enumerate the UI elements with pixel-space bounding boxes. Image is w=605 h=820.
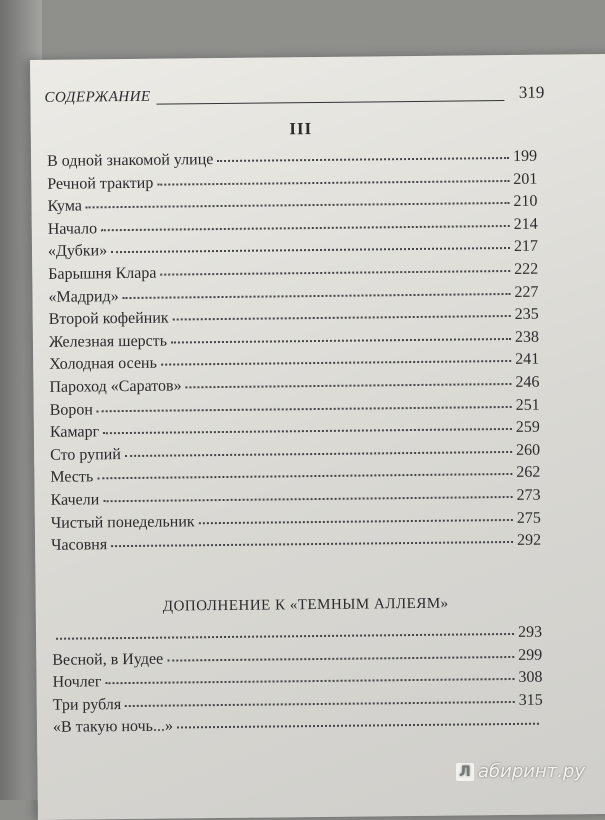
header-page-number: 319 (519, 83, 545, 103)
toc-leader-dots (167, 644, 514, 662)
book-page (30, 54, 605, 820)
header-title: СОДЕРЖАНИЕ (44, 89, 150, 107)
toc-entry-page: 293 (518, 624, 542, 642)
toc-leader-dots (217, 145, 509, 162)
toc-leader-dots (177, 711, 539, 729)
toc-entry-title: «Дубки» (48, 243, 107, 262)
header-rule (156, 100, 504, 105)
toc-entry-title: «В такую ночь...» (53, 718, 173, 737)
toc-entry-page: 308 (518, 669, 542, 687)
toc-entry-title: Барышня Клара (48, 265, 156, 284)
toc-entry-title: Месть (50, 469, 93, 487)
supplement-heading: ДОПОЛНЕНИЕ К «ТЕМНЫМ АЛЛЕЯМ» (36, 594, 576, 617)
toc-entry-page: 235 (515, 306, 539, 324)
toc-entry-title: Сто рупий (50, 446, 121, 465)
toc-entry-page: 262 (516, 464, 540, 482)
toc-entry-title: Речной трактир (47, 174, 153, 193)
toc-entry-page: 246 (515, 374, 539, 392)
toc-leader-dots (101, 213, 510, 231)
toc-leader-dots (97, 394, 512, 412)
toc-leader-dots (111, 529, 513, 547)
toc-leader-dots (157, 168, 509, 186)
labirint-logo-text: абиринт.ру (478, 761, 585, 782)
toc-entry-title: «Мадрид» (48, 288, 118, 307)
section-numeral: III (31, 116, 571, 142)
toc-entry-title: Три рубля (53, 696, 122, 715)
toc-entry-title: Качели (51, 491, 100, 510)
table-of-contents (47, 147, 541, 559)
toc-entry-page: 315 (519, 691, 543, 709)
running-header (44, 83, 544, 110)
toc-entry-title: Весной, в Иудее (52, 650, 163, 669)
toc-entry-title: Кума (47, 198, 82, 216)
toc-leader-dots (199, 506, 513, 523)
toc-entry-title: Чистый понедельник (51, 513, 195, 533)
toc-leader-dots (103, 484, 512, 502)
toc-entry-title: Камарг (50, 423, 99, 442)
toc-entry-page: 260 (516, 441, 540, 459)
toc-leader-dots (103, 416, 512, 434)
toc-entry (53, 713, 543, 741)
toc-entry-title: Часовня (51, 536, 107, 555)
toc-entry-page: 273 (516, 487, 540, 505)
toc-entry-page: 201 (513, 170, 537, 188)
toc-leader-dots (111, 235, 510, 253)
labirint-watermark (456, 761, 585, 782)
toc-entry-page: 251 (516, 396, 540, 414)
toc-entry-title: В одной знакомой улице (47, 151, 213, 171)
toc-leader-dots (105, 666, 514, 684)
toc-entry-page: 275 (517, 509, 541, 527)
toc-entry-page: 199 (513, 148, 537, 166)
toc-leader-dots (123, 281, 511, 299)
toc-entry-page: 227 (514, 283, 538, 301)
toc-entry-page: 214 (514, 215, 538, 233)
toc-entry-title: Начало (48, 220, 97, 239)
toc-leader-dots (185, 371, 511, 388)
toc-entry-page: 217 (514, 238, 538, 256)
toc-leader-dots (171, 326, 511, 344)
toc-entry-title: Железная шерсть (49, 332, 167, 351)
toc-entry-title: Ночлег (52, 673, 101, 692)
toc-entry-page: 299 (518, 646, 542, 664)
toc-leader-dots (161, 348, 511, 366)
labirint-logo-icon: Л (456, 763, 474, 781)
toc-leader-dots (56, 621, 514, 640)
toc-entry-page: 238 (515, 328, 539, 346)
toc-entry-title: Пароход «Саратов» (49, 377, 181, 396)
toc-leader-dots (172, 303, 510, 321)
toc-leader-dots (125, 439, 512, 457)
toc-leader-dots (97, 461, 512, 479)
toc-entry-title: Холодная осень (49, 355, 157, 374)
toc-entry-page: 222 (514, 261, 538, 279)
toc-leader-dots (160, 258, 510, 276)
toc-entry-page: 210 (513, 193, 537, 211)
toc-entry-page: 241 (515, 351, 539, 369)
toc-entry-page: 292 (517, 532, 541, 550)
toc-entry-page: 259 (516, 419, 540, 437)
supplement-contents (52, 623, 543, 741)
toc-entry (51, 531, 541, 559)
toc-entry-title: Второй кофейник (49, 310, 169, 329)
toc-entry-title: Ворон (50, 401, 93, 419)
toc-leader-dots (125, 689, 515, 707)
toc-leader-dots (86, 190, 510, 208)
